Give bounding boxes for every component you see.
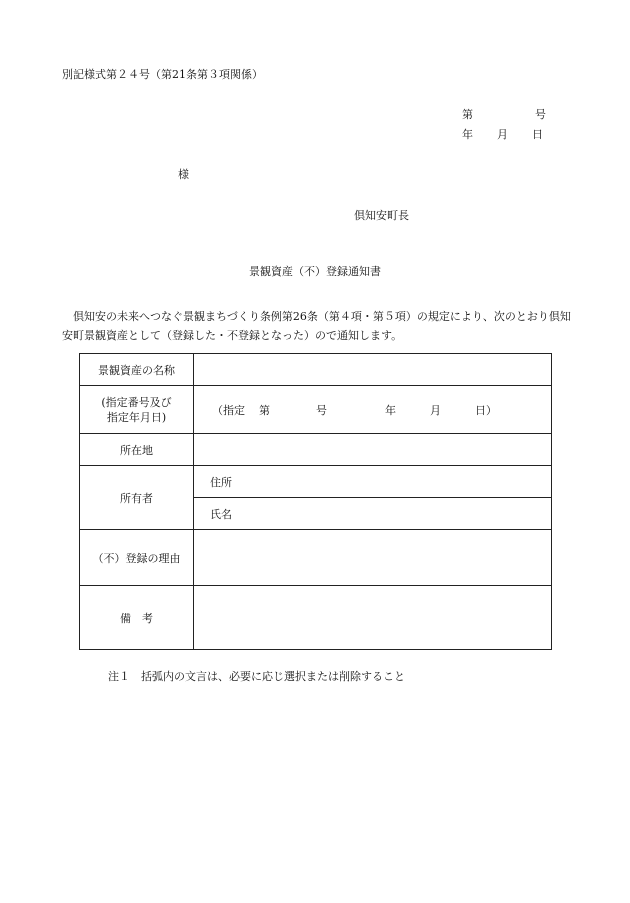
reason-value <box>194 530 552 586</box>
designation-label <box>80 386 194 434</box>
number-dai-label: 第 <box>462 108 473 121</box>
remarks-value <box>194 586 552 650</box>
name-label: 景観資産の名称 <box>80 354 194 386</box>
designation-dai: 第 <box>259 403 270 417</box>
designation-year: 年 <box>385 403 396 417</box>
date-year-label: 年 <box>462 128 473 141</box>
body-paragraph: 倶知安の未来へつなぐ景観まちづくり条例第26条（第４項・第５項）の規定により、次のとおり倶知安町景観資産として（登録した・不登録となった）ので通知します。 <box>62 310 571 342</box>
remarks-label: 備 考 <box>80 586 194 650</box>
address-label: 住所 <box>194 466 552 498</box>
addressee-suffix: 様 <box>178 168 189 181</box>
date-day-label: 日 <box>532 128 543 141</box>
table-row-reason <box>80 530 552 586</box>
document-date-line <box>462 126 543 142</box>
table-row-owner-address <box>80 466 552 498</box>
designation-day: 日） <box>475 403 497 417</box>
date-month-label: 月 <box>497 128 508 141</box>
document-title: 景観資産（不）登録通知書 <box>249 265 381 278</box>
location-label: 所在地 <box>80 434 194 466</box>
designation-month: 月 <box>430 403 441 417</box>
footnote: 注１ 括弧内の文言は、必要に応じ選択または削除すること <box>108 670 405 683</box>
table-row-remarks <box>80 586 552 650</box>
name-value <box>194 354 552 386</box>
owner-name-label: 氏名 <box>194 498 552 530</box>
designation-value <box>194 386 552 434</box>
designation-label-line2: 指定年月日) <box>106 410 167 424</box>
location-value <box>194 434 552 466</box>
designation-open: （指定 <box>212 403 245 417</box>
designation-go: 号 <box>316 403 327 417</box>
owner-label: 所有者 <box>80 466 194 530</box>
form-identifier: 別記様式第２４号（第21条第３項関係） <box>62 68 263 81</box>
document-number-line <box>462 106 546 122</box>
number-go-label: 号 <box>535 108 546 121</box>
table-row-designation <box>80 386 552 434</box>
notification-table <box>79 353 552 650</box>
reason-label: （不）登録の理由 <box>80 530 194 586</box>
issuer-name: 倶知安町長 <box>354 209 409 222</box>
table-row-location <box>80 434 552 466</box>
designation-label-line1: (指定番号及び <box>101 395 172 409</box>
table-row-name <box>80 354 552 386</box>
